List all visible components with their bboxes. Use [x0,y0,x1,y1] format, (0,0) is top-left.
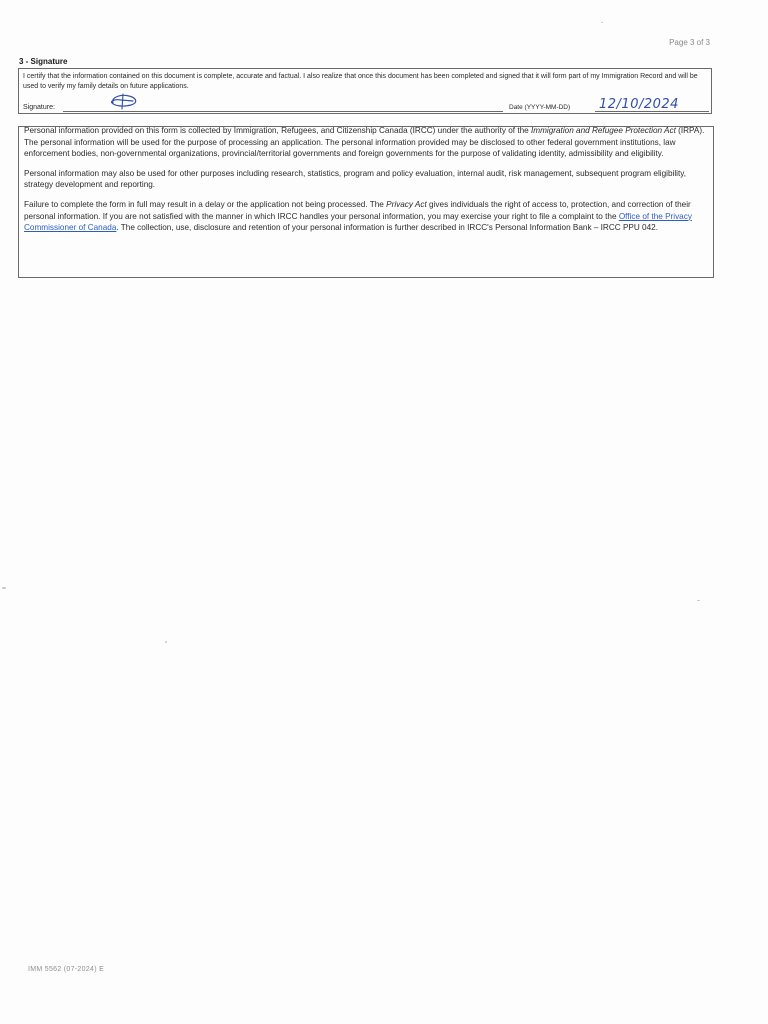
date-label: Date (YYYY-MM-DD) [509,104,571,111]
privacy-text: . The collection, use, disclosure and retention of your personal information is further described in IRCC's Personal Information Bank – IRCC PPU 042. [116,223,658,233]
act-name: Immigration and Refugee Protection Act [530,126,676,135]
signature-row [23,97,709,112]
page-number: Page 3 of 3 [669,38,710,47]
signature-label: Signature: [23,104,55,111]
scan-speck [697,600,700,601]
scan-speck [601,22,603,23]
scan-speck [165,641,167,643]
privacy-paragraph-3 [24,199,708,234]
privacy-notice-box [18,126,714,278]
privacy-text: Failure to complete the form in full may result in a delay or the application not being processed. The [24,199,387,209]
privacy-notice [24,126,708,242]
scan-speck [2,587,6,589]
privacy-text: (IRPA). The personal information will be used for the purpose of processing an application. The personal information provided may be disclosed to other federal government institutions, law enforcement bodies, non-governmental organizations, provincial/territorial governments and foreign governments for the purpose of validating identity, admissibility and eligibility. [24,126,705,159]
privacy-paragraph-1 [24,126,708,160]
section-title: 3 - Signature [19,57,68,66]
date-value: 12/10/2024 [599,97,679,112]
form-code: IMM 5562 (07-2024) E [28,966,105,973]
privacy-text: gives individuals the right of access to, protection, and correction of their personal information. If you are not satisfied with the manner in which IRCC handles your personal information, you may exercise your right to file a complaint to the [24,199,691,221]
privacy-paragraph-2: Personal information may also be used for other purposes including research, statistics, program and policy evaluation, internal audit, risk management, subsequent program eligibility, strategy development and reporting. [24,168,687,190]
act-name: Privacy Act [386,199,427,209]
privacy-text: Personal information provided on this form is collected by Immigration, Refugees, and Citizenship Canada (IRCC) under the authority of the [24,126,531,135]
signature-mark [107,91,141,111]
certification-box [18,68,712,114]
signature-field[interactable] [63,111,503,112]
certification-text: I certify that the information contained on this document is complete, accurate and factual. I also realize that once this document has been completed and signed that it will form part of my Immigration Record and will be used to verify my family details on future applications. [23,73,698,90]
privacy-commissioner-link[interactable]: Office of the Privacy Commissioner of Canada [24,211,692,233]
